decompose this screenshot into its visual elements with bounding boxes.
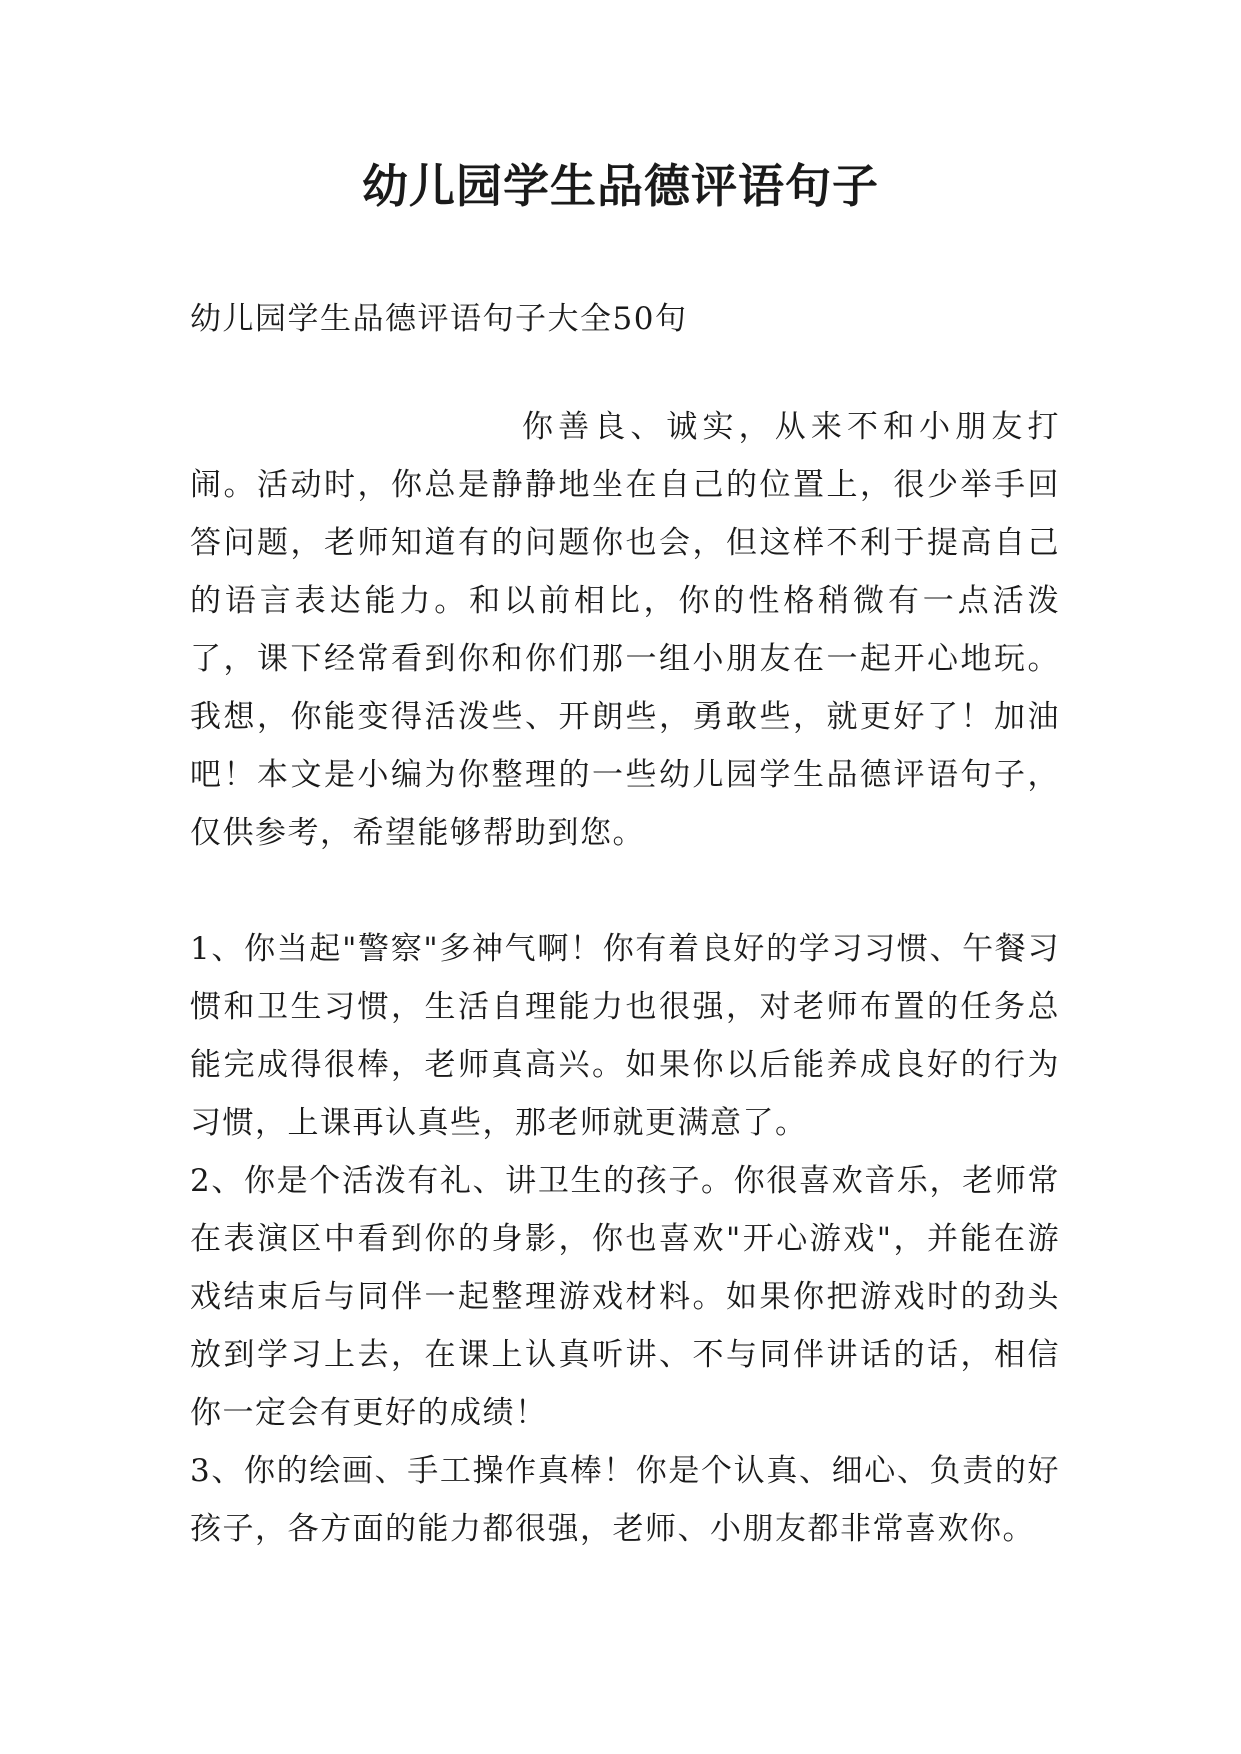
list-item: 1、你当起"警察"多神气啊！你有着良好的学习习惯、午餐习惯和卫生习惯，生活自理能力也很强，对老师布置的任务总能完成得很棒，老师真高兴。如果你以后能养成良好的行为习惯，上课再认真些，那老师就更满意了。	[190, 931, 1060, 1141]
document-title: 幼儿园学生品德评语句子	[362, 159, 879, 213]
list-item: 2、你是个活泼有礼、讲卫生的孩子。你很喜欢音乐，老师常在表演区中看到你的身影，你也喜欢"开心游戏"，并能在游戏结束后与同伴一起整理游戏材料。如果你把游戏时的劲头放到学习上去，在课上认真听讲、不与同伴讲话的话，相信你一定会有更好的成绩！	[190, 1163, 1060, 1431]
document-subtitle: 幼儿园学生品德评语句子大全50句	[190, 301, 688, 337]
intro-paragraph: 你善良、诚实，从来不和小朋友打闹。活动时，你总是静静地坐在自己的位置上，很少举手回答问题，老师知道有的问题你也会，但这样不利于提高自己的语言表达能力。和以前相比，你的性格稍微有一点活泼了，课下经常看到你和你们那一组小朋友在一起开心地玩。我想，你能变得活泼些、开朗些，勇敢些，就更好了！加油吧！本文是小编为你整理的一些幼儿园学生品德评语句子，仅供参考，希望能够帮助到您。	[190, 409, 1060, 851]
document-body	[190, 290, 1060, 1558]
list-item: 3、你的绘画、手工操作真棒！你是个认真、细心、负责的好孩子，各方面的能力都很强，老师、小朋友都非常喜欢你。	[190, 1453, 1060, 1547]
